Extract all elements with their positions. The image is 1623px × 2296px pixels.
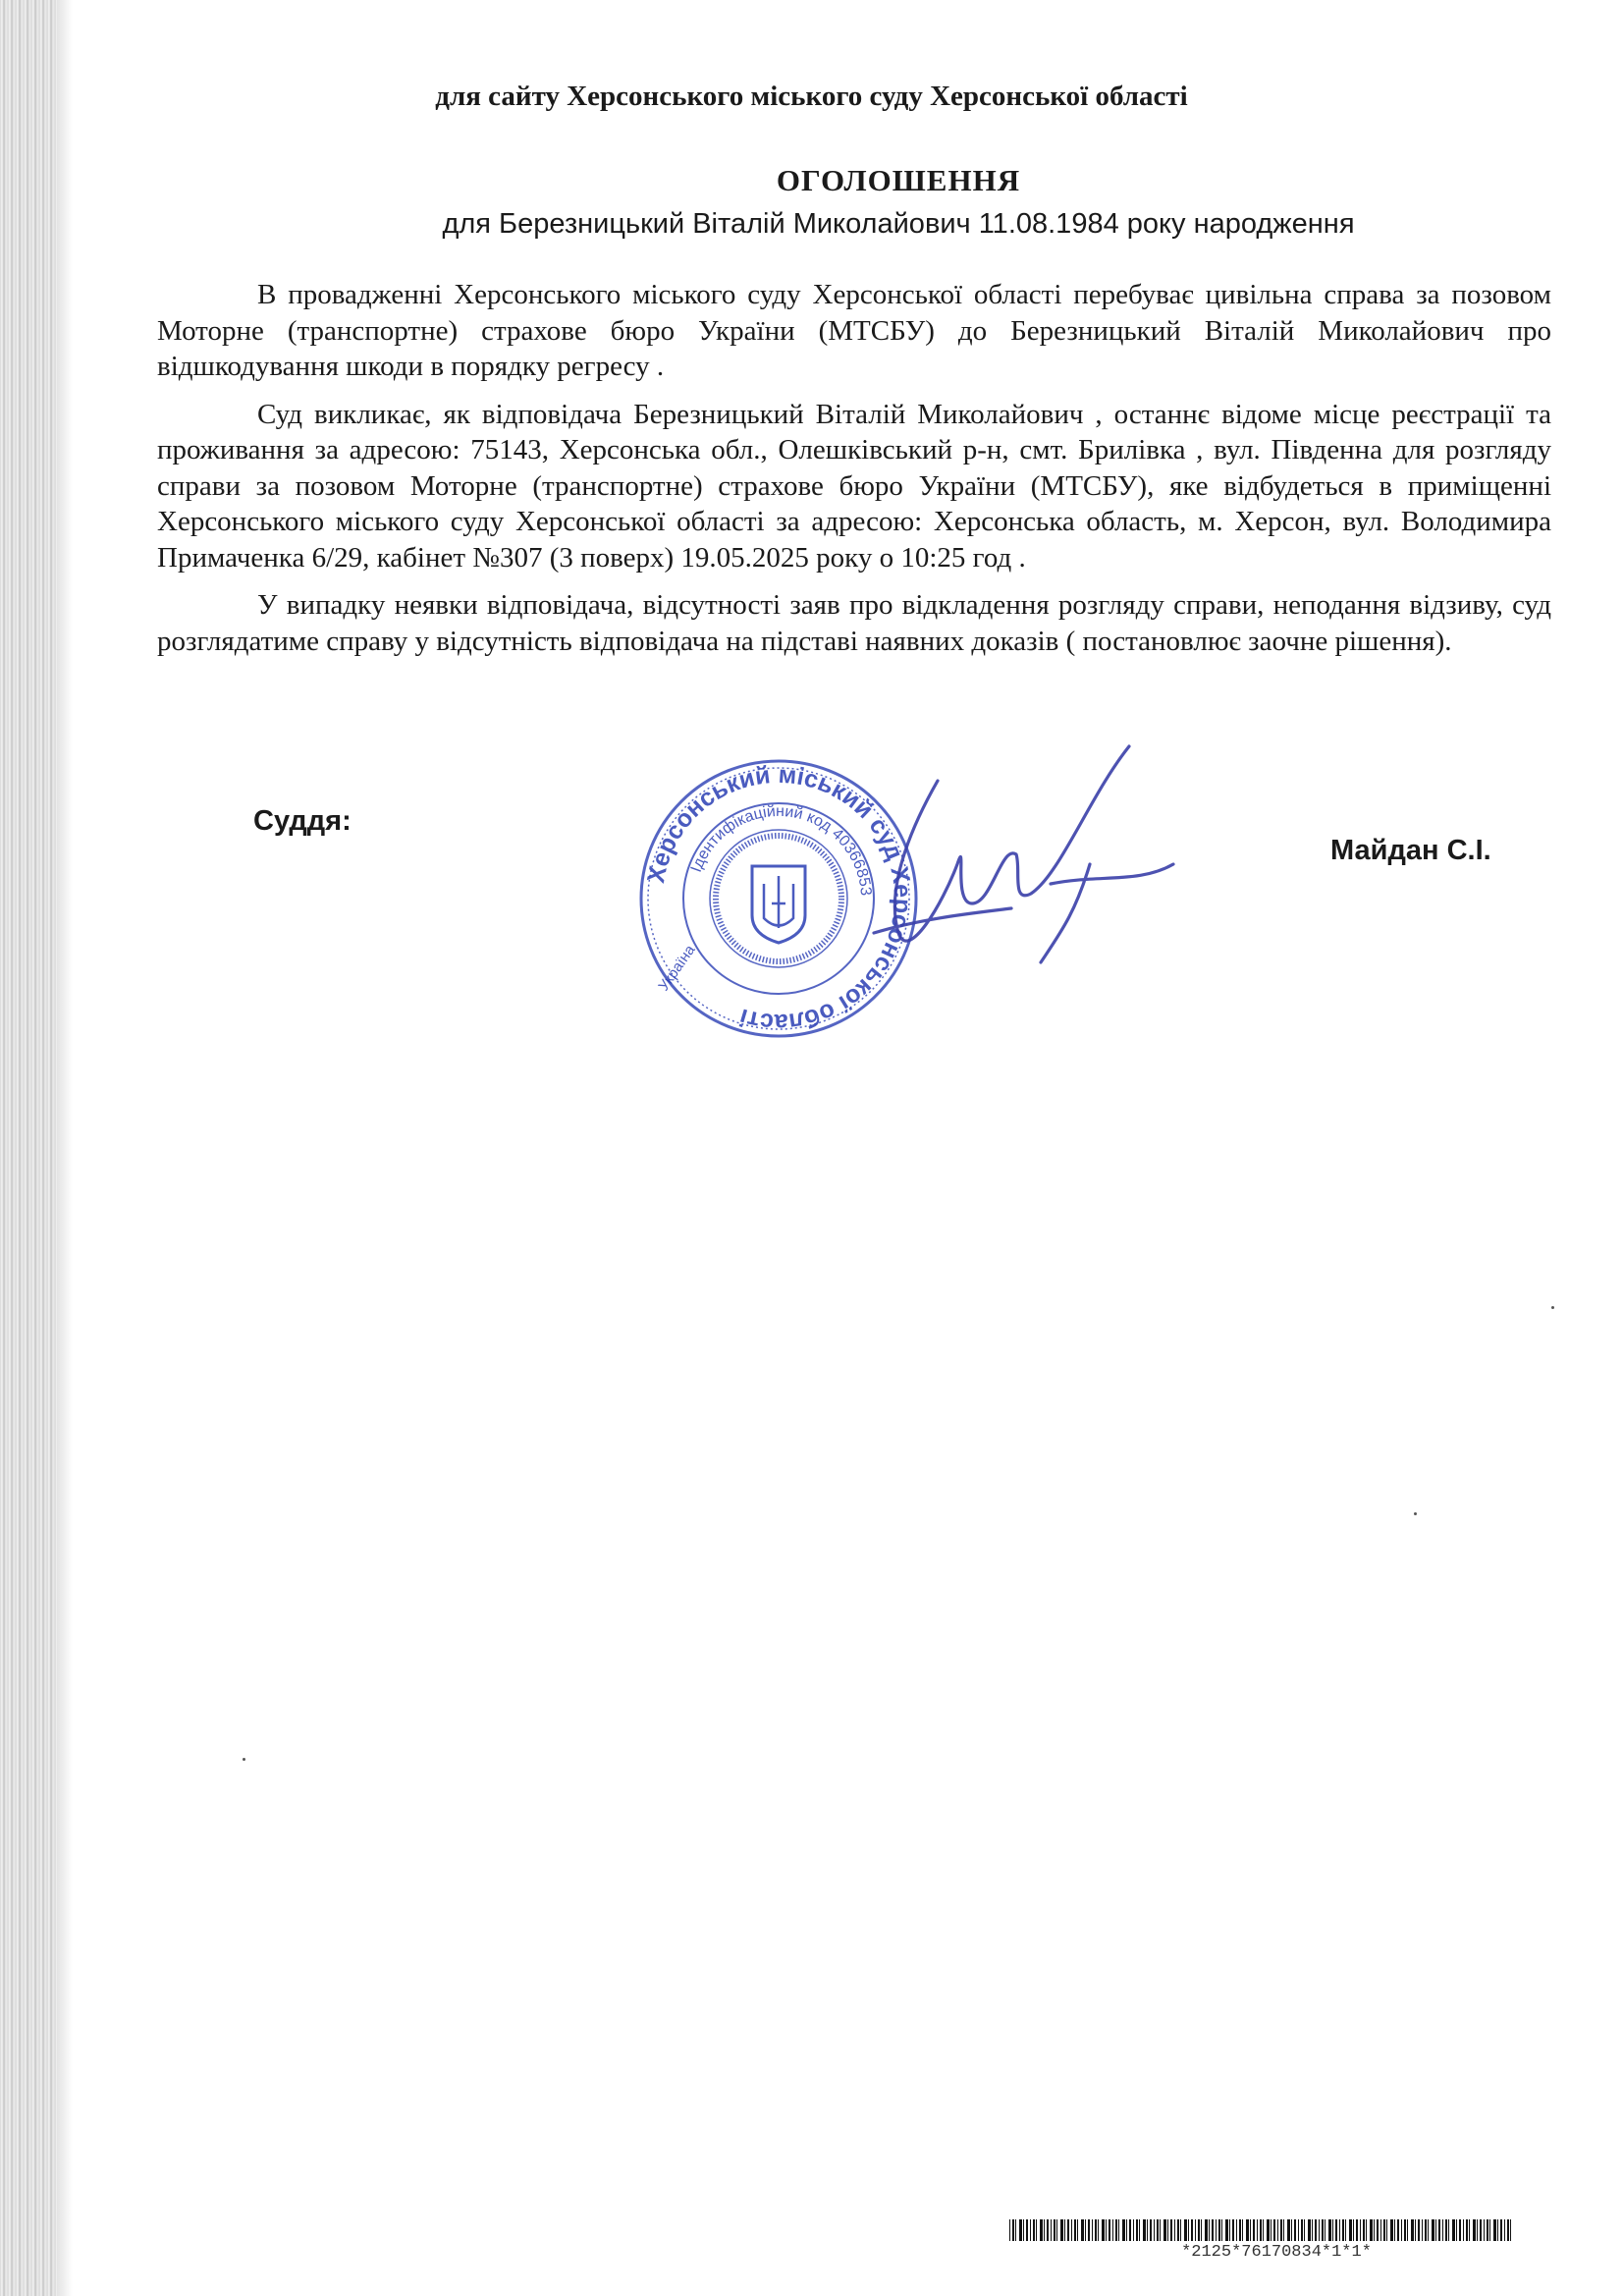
barcode-bar	[1177, 2219, 1179, 2241]
barcode-bar	[1322, 2219, 1324, 2241]
barcode-bar	[1051, 2219, 1052, 2241]
barcode-bar	[1218, 2219, 1220, 2241]
barcode-bar	[1353, 2219, 1354, 2241]
barcode-bar	[1312, 2219, 1313, 2241]
barcode-bar	[1216, 2219, 1217, 2241]
barcode-bar	[1328, 2219, 1331, 2241]
barcode-bar	[1009, 2219, 1010, 2241]
barcode-bar	[1188, 2219, 1189, 2241]
barcode-bar	[1236, 2219, 1237, 2241]
barcode-bar	[1339, 2219, 1340, 2241]
barcode-bar	[1221, 2219, 1222, 2241]
barcode-bar	[1143, 2219, 1146, 2241]
barcode-bar	[1377, 2219, 1379, 2241]
barcode-bar	[1085, 2219, 1086, 2241]
barcode-bar	[1448, 2219, 1449, 2241]
barcode-bar	[1308, 2219, 1311, 2241]
barcode-bar	[1184, 2219, 1187, 2241]
barcode-bar	[1473, 2219, 1476, 2241]
barcode-bar	[1056, 2219, 1057, 2241]
barcode-bar	[1209, 2219, 1210, 2241]
coat-of-arms-icon	[752, 866, 805, 943]
barcode-bar	[1139, 2219, 1140, 2241]
barcode-bar	[1304, 2219, 1305, 2241]
barcode-bar	[1023, 2219, 1024, 2241]
barcode-bar	[1438, 2219, 1440, 2241]
barcode-bar	[1484, 2219, 1485, 2241]
barcode-bar	[1298, 2219, 1299, 2241]
barcode-bar	[1167, 2219, 1168, 2241]
barcode-bar	[1370, 2219, 1373, 2241]
barcode-bar	[1229, 2219, 1230, 2241]
barcode-bar	[1201, 2219, 1202, 2241]
barcode-bar	[1493, 2219, 1496, 2241]
barcode-bar	[1129, 2219, 1131, 2241]
barcode-bar	[1225, 2219, 1228, 2241]
barcode-bar	[1198, 2219, 1200, 2241]
barcode-bar	[1487, 2219, 1488, 2241]
barcode-bar	[1335, 2219, 1337, 2241]
paragraph-absence: У випадку неявки відповідача, відсутності заяв про відкладення розгляду справи, неподання відзиву, суд розглядатиме справу у відсутність відповідача на підставі наявних доказів ( постановлює заочне рішення).	[157, 589, 1551, 657]
barcode-bar	[1088, 2219, 1090, 2241]
barcode-bar	[1452, 2219, 1455, 2241]
barcode-bar	[1397, 2219, 1399, 2241]
barcode-bar	[1150, 2219, 1152, 2241]
barcode-bar	[1480, 2219, 1482, 2241]
barcode-bar	[1040, 2219, 1043, 2241]
addressee-line: для Березницький Віталій Миколайович 11.08.1984 року народження	[442, 208, 1355, 240]
scan-speck	[243, 1758, 245, 1761]
judge-label: Суддя:	[253, 805, 352, 837]
barcode-bar	[1122, 2219, 1125, 2241]
barcode-bar	[1463, 2219, 1464, 2241]
barcode-bar	[1246, 2219, 1249, 2241]
stamp-country-text: Україна	[655, 942, 699, 995]
barcode-bar	[1287, 2219, 1290, 2241]
barcode-bar	[1497, 2219, 1498, 2241]
barcode-bar	[1253, 2219, 1255, 2241]
barcode-bar	[1095, 2219, 1097, 2241]
barcode-bar	[1239, 2219, 1241, 2241]
stamp-outer-text: Херсонський міський суд Херсонської області	[642, 760, 917, 1037]
judge-signature	[864, 737, 1178, 1011]
barcode-bar	[1112, 2219, 1113, 2241]
barcode-bar	[1342, 2219, 1344, 2241]
barcode-bar	[1257, 2219, 1258, 2241]
barcode-bar	[1036, 2219, 1037, 2241]
barcode-bar	[1332, 2219, 1333, 2241]
barcode-bar	[1174, 2219, 1175, 2241]
barcode-bar	[1019, 2219, 1022, 2241]
barcode-bar	[1195, 2219, 1196, 2241]
judge-name: Майдан С.І.	[1330, 835, 1491, 866]
barcode-bar	[1456, 2219, 1457, 2241]
barcode-bar	[1500, 2219, 1502, 2241]
barcode-text: *2125*76170834*1*1*	[1181, 2243, 1372, 2262]
barcode-bar	[1411, 2219, 1414, 2241]
barcode-bar	[1442, 2219, 1443, 2241]
barcode-bar	[1154, 2219, 1155, 2241]
barcode-bar	[1115, 2219, 1117, 2241]
barcode-bar	[1428, 2219, 1429, 2241]
barcode-bar	[1349, 2219, 1352, 2241]
barcode-bar	[1163, 2219, 1166, 2241]
barcode-bar	[1064, 2219, 1065, 2241]
paragraph-summons: Суд викликає, як відповідача Березницький Віталій Миколайович , останнє відоме місце реєстрації та проживання за адресою: 75143, Херсонська обл., Олешківський р-н, смт. Брилівка , вул. Південна для розгляду справи за позовом Моторне (транспортне) страхове бюро України (МТСБУ), яке відбудеться в приміщенні Херсонського міського суду Херсонської області за адресою: Херсонська область, м. Херсон, вул. Володимира Примаченка 6/29, кабінет №307 (3 поверх) 19.05.2025 року о 10:25 год .	[157, 398, 1551, 574]
barcode-bar	[1390, 2219, 1393, 2241]
barcode-bar	[1170, 2219, 1172, 2241]
barcode-bar	[1030, 2219, 1031, 2241]
barcode-bar	[1319, 2219, 1320, 2241]
barcode-bar	[1026, 2219, 1028, 2241]
barcode-bar	[1383, 2219, 1385, 2241]
barcode-bar	[1191, 2219, 1193, 2241]
barcode-bar	[1147, 2219, 1148, 2241]
barcode-bar	[1232, 2219, 1234, 2241]
barcode-bar	[1212, 2219, 1214, 2241]
barcode-bar	[1477, 2219, 1478, 2241]
barcode-bar	[1157, 2219, 1159, 2241]
barcode-bar	[1277, 2219, 1278, 2241]
barcode-bar	[1401, 2219, 1402, 2241]
barcode-bar	[1291, 2219, 1292, 2241]
barcode-bar	[1432, 2219, 1434, 2241]
barcode	[1009, 2219, 1516, 2241]
barcode-bar	[1418, 2219, 1420, 2241]
barcode-bar	[1407, 2219, 1408, 2241]
barcode-bar	[1360, 2219, 1361, 2241]
barcode-bar	[1106, 2219, 1107, 2241]
barcode-bar	[1081, 2219, 1084, 2241]
barcode-bar	[1280, 2219, 1282, 2241]
barcode-bar	[1273, 2219, 1275, 2241]
barcode-bar	[1044, 2219, 1045, 2241]
barcode-bar	[1109, 2219, 1110, 2241]
barcode-bar	[1301, 2219, 1303, 2241]
barcode-bar	[1242, 2219, 1243, 2241]
stamp-inner-text: Ідентифікаційний код 40366853	[687, 802, 875, 897]
barcode-bar	[1435, 2219, 1436, 2241]
barcode-bar	[1366, 2219, 1367, 2241]
barcode-bar	[1394, 2219, 1395, 2241]
barcode-bar	[1205, 2219, 1208, 2241]
barcode-bar	[1047, 2219, 1049, 2241]
barcode-bar	[1374, 2219, 1375, 2241]
barcode-bar	[1345, 2219, 1346, 2241]
barcode-bar	[1504, 2219, 1505, 2241]
barcode-bar	[1510, 2219, 1511, 2241]
document-body	[157, 277, 1551, 671]
barcode-bar	[1386, 2219, 1387, 2241]
barcode-bar	[1315, 2219, 1317, 2241]
barcode-bar	[1294, 2219, 1296, 2241]
scan-speck	[1414, 1512, 1417, 1515]
barcode-bar	[1267, 2219, 1270, 2241]
barcode-bar	[1098, 2219, 1099, 2241]
barcode-bar	[1263, 2219, 1264, 2241]
barcode-bar	[1415, 2219, 1416, 2241]
barcode-bar	[1445, 2219, 1447, 2241]
barcode-bar	[1422, 2219, 1423, 2241]
barcode-bar	[1356, 2219, 1358, 2241]
barcode-bar	[1092, 2219, 1093, 2241]
barcode-bar	[1380, 2219, 1381, 2241]
barcode-bar	[1180, 2219, 1181, 2241]
barcode-bar	[1425, 2219, 1427, 2241]
barcode-bar	[1507, 2219, 1509, 2241]
barcode-bar	[1074, 2219, 1076, 2241]
barcode-bar	[1060, 2219, 1063, 2241]
barcode-bar	[1067, 2219, 1069, 2241]
barcode-bar	[1260, 2219, 1262, 2241]
barcode-bar	[1489, 2219, 1490, 2241]
barcode-bar	[1466, 2219, 1468, 2241]
barcode-bar	[1077, 2219, 1078, 2241]
document-header: для сайту Херсонського міського суду Херсонської області	[435, 81, 1188, 112]
barcode-bar	[1033, 2219, 1035, 2241]
barcode-bar	[1102, 2219, 1105, 2241]
barcode-bar	[1118, 2219, 1119, 2241]
barcode-bar	[1250, 2219, 1251, 2241]
barcode-bar	[1160, 2219, 1161, 2241]
barcode-bar	[1404, 2219, 1406, 2241]
barcode-bar	[1071, 2219, 1072, 2241]
barcode-bar	[1012, 2219, 1014, 2241]
barcode-bar	[1133, 2219, 1134, 2241]
barcode-bar	[1459, 2219, 1461, 2241]
barcode-bar	[1363, 2219, 1365, 2241]
barcode-bar	[1136, 2219, 1138, 2241]
barcode-bar	[1469, 2219, 1470, 2241]
document-title: ОГОЛОШЕННЯ	[776, 163, 1021, 197]
paragraph-case: В провадженні Херсонського міського суду Херсонської області перебуває цивільна справа за позовом Моторне (транспортне) страхове бюро України (МТСБУ) до Березницький Віталій Миколайович про відшкодування шкоди в порядку регресу .	[157, 279, 1551, 382]
barcode-bar	[1054, 2219, 1055, 2241]
barcode-bar	[1283, 2219, 1284, 2241]
scan-speck	[1551, 1306, 1554, 1309]
barcode-bar	[1015, 2219, 1016, 2241]
barcode-bar	[1126, 2219, 1127, 2241]
